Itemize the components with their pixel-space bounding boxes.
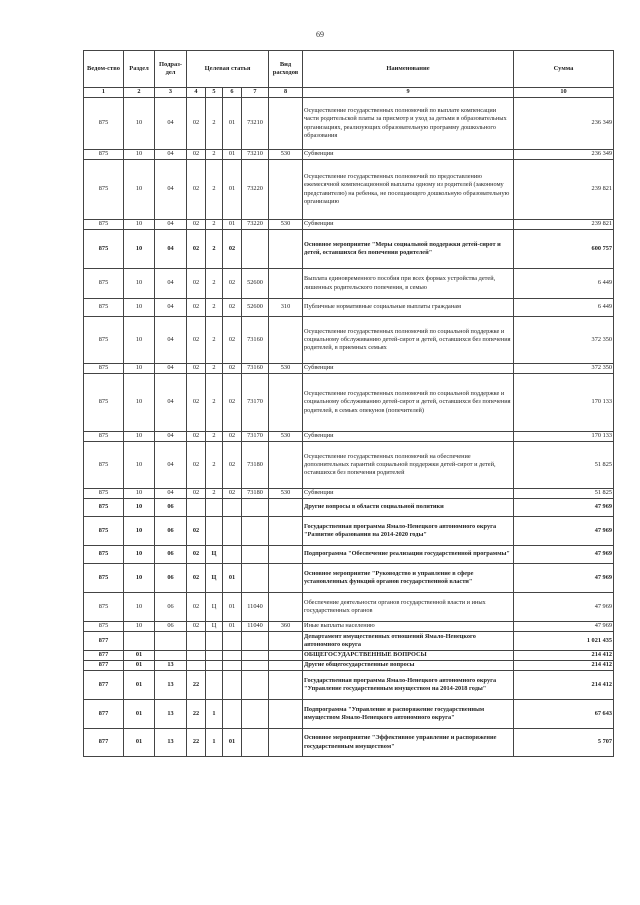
header-celevaya-statya: Целевая статья [187,51,269,88]
vedomstvo-cell: 875 [84,593,124,622]
target-code-3-cell [223,651,242,661]
razdel-cell: 01 [124,661,155,671]
budget-table [83,50,614,757]
summa-cell: 6 449 [514,299,614,317]
table-row [84,729,614,757]
table-row [84,269,614,299]
target-code-3-cell: 02 [223,269,242,299]
summa-cell: 51 825 [514,489,614,499]
podrazdel-cell: 04 [155,317,187,364]
razdel-cell: 10 [124,98,155,150]
podrazdel-cell: 04 [155,220,187,230]
podrazdel-cell: 04 [155,374,187,432]
vid-rashodov-cell: 360 [269,622,303,632]
target-code-4-cell: 73170 [242,432,269,442]
summa-cell: 372 350 [514,364,614,374]
target-code-3-cell: 02 [223,432,242,442]
vid-rashodov-cell [269,230,303,269]
column-number: 10 [514,88,614,98]
target-code-1-cell [187,632,206,651]
vedomstvo-cell: 875 [84,299,124,317]
target-code-2-cell: 2 [206,364,223,374]
summa-cell: 236 349 [514,150,614,160]
column-number: 6 [223,88,242,98]
summa-cell: 170 133 [514,374,614,432]
target-code-3-cell: 01 [223,564,242,593]
column-numbers-row [84,88,614,98]
naimenovanie-cell: Основное мероприятие "Меры социальной поддержки детей-сирот и детей, оставшихся без попечения родителей" [303,230,514,269]
naimenovanie-cell: Основное мероприятие "Руководство и управление в сфере установленных функций органов государственной власти" [303,564,514,593]
target-code-3-cell: 02 [223,230,242,269]
target-code-4-cell: 73160 [242,364,269,374]
table-row [84,442,614,489]
table-row [84,230,614,269]
podrazdel-cell: 04 [155,442,187,489]
target-code-3-cell: 02 [223,489,242,499]
target-code-4-cell: 52600 [242,269,269,299]
column-number: 5 [206,88,223,98]
target-code-3-cell [223,671,242,700]
razdel-cell: 10 [124,564,155,593]
razdel-cell: 10 [124,230,155,269]
vedomstvo-cell: 875 [84,546,124,564]
target-code-1-cell: 02 [187,150,206,160]
target-code-2-cell [206,651,223,661]
naimenovanie-cell: Публичные нормативные социальные выплаты гражданам [303,299,514,317]
podrazdel-cell [155,632,187,651]
column-number: 3 [155,88,187,98]
vid-rashodov-cell [269,700,303,729]
summa-cell: 214 412 [514,661,614,671]
naimenovanie-cell: Выплата единовременного пособия при всех формах устройства детей, лишенных родительского попечения, в семью [303,269,514,299]
header-vedomstvo: Ведом-ство [84,51,124,88]
target-code-1-cell: 02 [187,98,206,150]
table-row [84,661,614,671]
target-code-3-cell [223,517,242,546]
target-code-4-cell: 73210 [242,98,269,150]
target-code-1-cell: 02 [187,220,206,230]
target-code-4-cell [242,499,269,517]
header-vid-rashodov: Вид расходов [269,51,303,88]
target-code-2-cell: 1 [206,729,223,757]
vedomstvo-cell: 877 [84,700,124,729]
razdel-cell: 10 [124,489,155,499]
page-number: 69 [316,30,324,39]
summa-cell: 214 412 [514,671,614,700]
podrazdel-cell: 04 [155,299,187,317]
table-row [84,317,614,364]
target-code-2-cell: Ц [206,622,223,632]
target-code-1-cell: 02 [187,432,206,442]
table-row [84,374,614,432]
podrazdel-cell: 04 [155,364,187,374]
naimenovanie-cell: Другие вопросы в области социальной политики [303,499,514,517]
vid-rashodov-cell [269,593,303,622]
vedomstvo-cell: 875 [84,150,124,160]
table-row [84,651,614,661]
vid-rashodov-cell: 530 [269,150,303,160]
podrazdel-cell: 04 [155,150,187,160]
podrazdel-cell: 06 [155,546,187,564]
podrazdel-cell: 04 [155,432,187,442]
naimenovanie-cell: Субвенции [303,150,514,160]
target-code-4-cell [242,632,269,651]
vedomstvo-cell: 877 [84,729,124,757]
target-code-1-cell: 02 [187,364,206,374]
summa-cell: 47 969 [514,622,614,632]
podrazdel-cell: 04 [155,269,187,299]
target-code-3-cell [223,700,242,729]
podrazdel-cell: 13 [155,661,187,671]
razdel-cell: 10 [124,622,155,632]
summa-cell: 47 969 [514,546,614,564]
naimenovanie-cell: Субвенции [303,364,514,374]
target-code-1-cell: 02 [187,517,206,546]
summa-cell: 372 350 [514,317,614,364]
vid-rashodov-cell [269,517,303,546]
podrazdel-cell: 04 [155,160,187,220]
vid-rashodov-cell [269,160,303,220]
target-code-3-cell: 02 [223,299,242,317]
target-code-3-cell: 02 [223,442,242,489]
table-row [84,622,614,632]
header-razdel: Раздел [124,51,155,88]
naimenovanie-cell: Субвенции [303,220,514,230]
podrazdel-cell: 13 [155,671,187,700]
vid-rashodov-cell [269,661,303,671]
target-code-1-cell: 02 [187,269,206,299]
target-code-1-cell: 02 [187,374,206,432]
vedomstvo-cell: 877 [84,651,124,661]
vedomstvo-cell: 875 [84,517,124,546]
naimenovanie-cell: Основное мероприятие "Эффективное управление и распоряжение государственным имуществом" [303,729,514,757]
target-code-2-cell: 2 [206,160,223,220]
vedomstvo-cell: 875 [84,317,124,364]
summa-cell: 47 969 [514,564,614,593]
naimenovanie-cell: Обеспечение деятельности органов государственной власти и иных государственных органов [303,593,514,622]
naimenovanie-cell: Субвенции [303,432,514,442]
razdel-cell: 10 [124,442,155,489]
summa-cell: 67 643 [514,700,614,729]
target-code-3-cell [223,546,242,564]
table-row [84,499,614,517]
target-code-1-cell [187,499,206,517]
header-summa: Сумма [514,51,614,88]
column-number: 8 [269,88,303,98]
razdel-cell: 10 [124,160,155,220]
vedomstvo-cell: 875 [84,364,124,374]
target-code-3-cell: 01 [223,729,242,757]
podrazdel-cell: 04 [155,98,187,150]
naimenovanie-cell: Иные выплаты населению [303,622,514,632]
target-code-3-cell: 02 [223,364,242,374]
target-code-1-cell [187,651,206,661]
vid-rashodov-cell [269,546,303,564]
vedomstvo-cell: 875 [84,432,124,442]
summa-cell: 47 969 [514,499,614,517]
table-row [84,517,614,546]
naimenovanie-cell: Подпрограмма "Обеспечение реализации государственной программы" [303,546,514,564]
vedomstvo-cell: 875 [84,499,124,517]
target-code-2-cell [206,517,223,546]
target-code-2-cell: 2 [206,489,223,499]
vedomstvo-cell: 877 [84,671,124,700]
target-code-4-cell: 73170 [242,374,269,432]
target-code-4-cell: 73220 [242,160,269,220]
razdel-cell: 10 [124,220,155,230]
summa-cell: 236 349 [514,98,614,150]
vedomstvo-cell: 875 [84,230,124,269]
table-body [84,88,614,757]
summa-cell: 47 969 [514,593,614,622]
vedomstvo-cell: 875 [84,564,124,593]
column-number: 2 [124,88,155,98]
vid-rashodov-cell [269,729,303,757]
table-row [84,364,614,374]
target-code-2-cell: 2 [206,317,223,364]
razdel-cell: 10 [124,499,155,517]
target-code-2-cell: Ц [206,593,223,622]
table-row [84,593,614,622]
target-code-4-cell [242,651,269,661]
target-code-3-cell: 01 [223,150,242,160]
summa-cell: 600 757 [514,230,614,269]
vedomstvo-cell: 875 [84,374,124,432]
vedomstvo-cell: 877 [84,661,124,671]
vedomstvo-cell: 875 [84,442,124,489]
summa-cell: 239 821 [514,220,614,230]
vid-rashodov-cell [269,442,303,489]
target-code-3-cell: 01 [223,98,242,150]
target-code-4-cell [242,700,269,729]
target-code-4-cell: 73160 [242,317,269,364]
vedomstvo-cell: 877 [84,632,124,651]
vid-rashodov-cell: 530 [269,220,303,230]
naimenovanie-cell: Другие общегосударственные вопросы [303,661,514,671]
vid-rashodov-cell [269,671,303,700]
vid-rashodov-cell [269,564,303,593]
vid-rashodov-cell [269,317,303,364]
target-code-1-cell: 02 [187,317,206,364]
table-row [84,671,614,700]
razdel-cell: 10 [124,546,155,564]
table-row [84,150,614,160]
razdel-cell: 10 [124,593,155,622]
target-code-2-cell: 2 [206,220,223,230]
vid-rashodov-cell: 530 [269,489,303,499]
vedomstvo-cell: 875 [84,622,124,632]
target-code-3-cell: 02 [223,317,242,364]
target-code-1-cell: 02 [187,442,206,489]
target-code-2-cell: 2 [206,374,223,432]
target-code-3-cell: 01 [223,160,242,220]
target-code-1-cell: 02 [187,230,206,269]
target-code-1-cell [187,661,206,671]
target-code-2-cell: 2 [206,442,223,489]
table-row [84,564,614,593]
table-row [84,432,614,442]
target-code-2-cell [206,632,223,651]
vedomstvo-cell: 875 [84,98,124,150]
target-code-4-cell: 73180 [242,489,269,499]
target-code-1-cell: 02 [187,546,206,564]
target-code-1-cell: 02 [187,593,206,622]
table-row [84,632,614,651]
razdel-cell: 01 [124,700,155,729]
vid-rashodov-cell [269,632,303,651]
table-row [84,299,614,317]
target-code-2-cell: 1 [206,700,223,729]
column-number: 7 [242,88,269,98]
target-code-2-cell: 2 [206,150,223,160]
razdel-cell: 01 [124,729,155,757]
vedomstvo-cell: 875 [84,160,124,220]
target-code-1-cell: 02 [187,489,206,499]
vid-rashodov-cell [269,651,303,661]
target-code-2-cell [206,661,223,671]
razdel-cell [124,632,155,651]
target-code-1-cell: 22 [187,729,206,757]
razdel-cell: 10 [124,517,155,546]
podrazdel-cell: 04 [155,489,187,499]
vedomstvo-cell: 875 [84,269,124,299]
podrazdel-cell: 06 [155,564,187,593]
podrazdel-cell [155,651,187,661]
naimenovanie-cell: Осуществление государственных полномочий по выплате компенсации части родительской платы за присмотр и уход за детьми в образовательных организациях, реализующих образовательную программу дошкольного образования [303,98,514,150]
vedomstvo-cell: 875 [84,489,124,499]
target-code-2-cell: Ц [206,564,223,593]
target-code-3-cell [223,661,242,671]
vid-rashodov-cell [269,499,303,517]
razdel-cell: 10 [124,432,155,442]
summa-cell: 214 412 [514,651,614,661]
vid-rashodov-cell [269,98,303,150]
target-code-2-cell: 2 [206,432,223,442]
target-code-2-cell [206,671,223,700]
target-code-3-cell: 02 [223,374,242,432]
target-code-4-cell [242,729,269,757]
razdel-cell: 10 [124,317,155,364]
target-code-1-cell: 02 [187,564,206,593]
summa-cell: 5 707 [514,729,614,757]
naimenovanie-cell: Государственная программа Ямало-Ненецкого автономного округа "Развитие образования на 2014-2020 годы" [303,517,514,546]
vid-rashodov-cell: 530 [269,364,303,374]
target-code-1-cell: 02 [187,299,206,317]
target-code-2-cell: 2 [206,98,223,150]
razdel-cell: 10 [124,374,155,432]
target-code-2-cell: 2 [206,299,223,317]
target-code-3-cell [223,499,242,517]
podrazdel-cell: 06 [155,517,187,546]
table-row [84,489,614,499]
razdel-cell: 10 [124,269,155,299]
table-row [84,700,614,729]
target-code-4-cell: 73220 [242,220,269,230]
summa-cell: 47 969 [514,517,614,546]
target-code-4-cell: 73210 [242,150,269,160]
target-code-4-cell: 11040 [242,622,269,632]
target-code-1-cell: 22 [187,671,206,700]
target-code-1-cell: 22 [187,700,206,729]
podrazdel-cell: 13 [155,700,187,729]
target-code-4-cell [242,517,269,546]
target-code-4-cell: 52600 [242,299,269,317]
target-code-3-cell [223,632,242,651]
header-podrazdel: Подраз-дел [155,51,187,88]
target-code-2-cell: 2 [206,230,223,269]
target-code-4-cell [242,661,269,671]
naimenovanie-cell: ОБЩЕГОСУДАРСТВЕННЫЕ ВОПРОСЫ [303,651,514,661]
target-code-4-cell [242,546,269,564]
naimenovanie-cell: Осуществление государственных полномочий по социальной поддержке и социальному обслуживанию детей-сирот и детей, оставшихся без попечения родителей, в приемных семьях [303,317,514,364]
target-code-2-cell: Ц [206,546,223,564]
razdel-cell: 01 [124,671,155,700]
razdel-cell: 10 [124,364,155,374]
vedomstvo-cell: 875 [84,220,124,230]
podrazdel-cell: 13 [155,729,187,757]
target-code-2-cell: 2 [206,269,223,299]
razdel-cell: 01 [124,651,155,661]
summa-cell: 51 825 [514,442,614,489]
razdel-cell: 10 [124,299,155,317]
column-number: 1 [84,88,124,98]
summa-cell: 170 133 [514,432,614,442]
naimenovanie-cell: Департамент имущественных отношений Ямало-Ненецкого автономного округа [303,632,514,651]
target-code-1-cell: 02 [187,622,206,632]
target-code-3-cell: 01 [223,220,242,230]
vid-rashodov-cell: 530 [269,432,303,442]
target-code-1-cell: 02 [187,160,206,220]
target-code-2-cell [206,499,223,517]
summa-cell: 239 821 [514,160,614,220]
naimenovanie-cell: Осуществление государственных полномочий по социальной поддержке и социальному обслуживанию детей-сирот и детей, оставшихся без попечения родителей, в семьях опекунов (попечителей) [303,374,514,432]
podrazdel-cell: 06 [155,622,187,632]
target-code-4-cell [242,564,269,593]
table-row [84,160,614,220]
podrazdel-cell: 06 [155,499,187,517]
table-row [84,220,614,230]
target-code-3-cell: 01 [223,593,242,622]
target-code-4-cell: 73180 [242,442,269,489]
header-naimenovanie: Наименование [303,51,514,88]
podrazdel-cell: 04 [155,230,187,269]
target-code-4-cell [242,671,269,700]
column-number: 4 [187,88,206,98]
header-row [84,51,614,88]
column-number: 9 [303,88,514,98]
naimenovanie-cell: Осуществление государственных полномочий на обеспечение дополнительных гарантий социальной поддержки детей-сирот и детей, оставшихся без попечения родителей [303,442,514,489]
podrazdel-cell: 06 [155,593,187,622]
target-code-3-cell: 01 [223,622,242,632]
naimenovanie-cell: Осуществление государственных полномочий по предоставлению ежемесячной компенсационной выплаты одному из родителей (законному представителю) на ребенка, не посещающего дошкольную образовательную организацию [303,160,514,220]
vid-rashodov-cell: 310 [269,299,303,317]
vid-rashodov-cell [269,374,303,432]
naimenovanie-cell: Государственная программа Ямало-Ненецкого автономного округа "Управление государственным имуществом на 2014-2018 годы" [303,671,514,700]
naimenovanie-cell: Субвенции [303,489,514,499]
target-code-4-cell [242,230,269,269]
table-row [84,546,614,564]
vid-rashodov-cell [269,269,303,299]
summa-cell: 6 449 [514,269,614,299]
target-code-4-cell: 11040 [242,593,269,622]
naimenovanie-cell: Подпрограмма "Управление и распоряжение государственным имуществом Ямало-Ненецкого автономного округа" [303,700,514,729]
table-row [84,98,614,150]
razdel-cell: 10 [124,150,155,160]
summa-cell: 1 021 435 [514,632,614,651]
